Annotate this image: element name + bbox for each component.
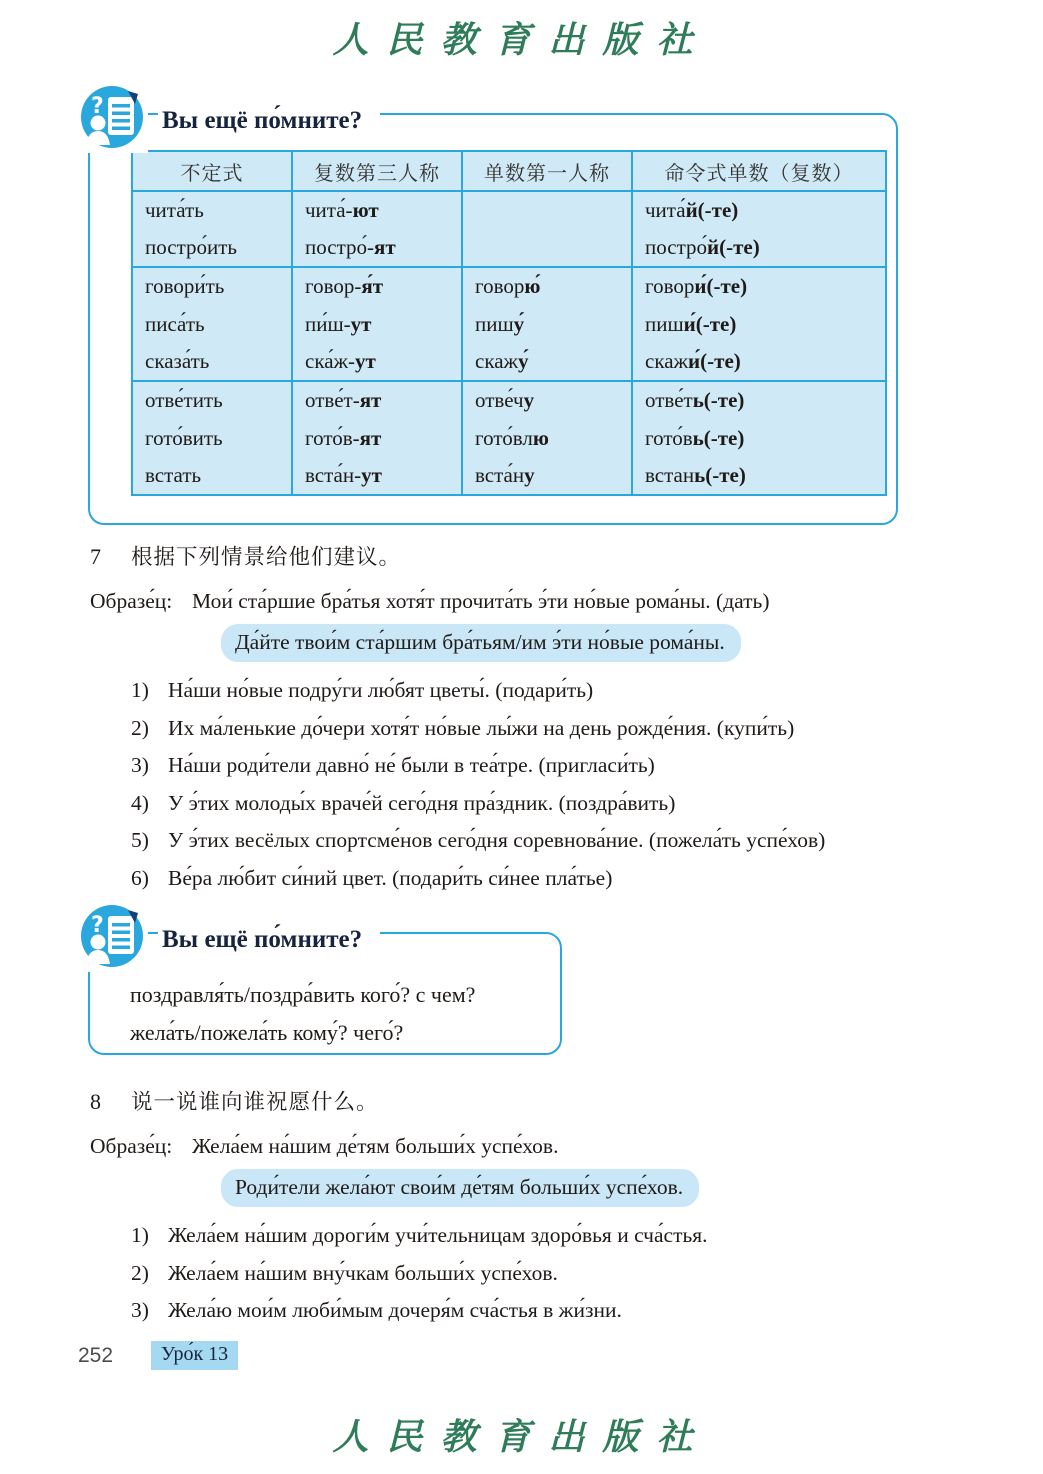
cell-infinitive: чита́ть	[132, 191, 292, 229]
exercise-instruction: 说一说谁向谁祝愿什么。	[131, 1090, 379, 1114]
cell-infinitive: встать	[132, 457, 292, 495]
col-header-singular1: 单数第一人称	[462, 151, 632, 191]
verb-group-3	[132, 381, 886, 495]
table-row	[132, 343, 886, 381]
exercise-8-items	[90, 1217, 970, 1330]
highlighted-answer: Да́йте твои́м ста́ршим бра́тьям/им э́ти но́вые рома́ны.	[221, 624, 741, 662]
exercise-7-items	[90, 672, 970, 897]
remember-box-2	[88, 913, 562, 1055]
grammar-pattern-line: жела́ть/пожела́ть кому́? чего́?	[130, 1020, 404, 1045]
cell-singular1	[462, 191, 632, 229]
exercise-number: 8	[90, 1089, 101, 1114]
col-header-imperative: 命令式单数（复数）	[632, 151, 886, 191]
cell-plural3: отве́т-ят	[292, 381, 462, 419]
exercise-7	[90, 542, 970, 897]
page-footer	[78, 1341, 238, 1370]
list-item: 2) Их ма́ленькие до́чери хотя́т но́вые лы́жи на день рожде́ния. (купи́ть)	[131, 715, 795, 740]
highlighted-answer: Роди́тели жела́ют свои́м де́тям больши́х успе́хов.	[221, 1169, 699, 1207]
cell-singular1	[462, 229, 632, 267]
table-row	[132, 457, 886, 495]
exercise-7-heading	[90, 542, 970, 572]
remember-box-1	[88, 94, 898, 525]
table-row	[132, 191, 886, 229]
remember-box-2-header	[76, 900, 380, 972]
cell-infinitive: сказа́ть	[132, 343, 292, 381]
remember-box-1-title: Вы ещё по́мните?	[158, 93, 380, 141]
example-answer-row	[221, 624, 970, 662]
exercise-instruction: 根据下列情景给他们建议。	[131, 545, 402, 569]
grammar-pattern-line: поздравля́ть/поздра́вить кого́? с чем?	[130, 982, 476, 1007]
cell-plural3: постро́-ят	[292, 229, 462, 267]
cell-infinitive: отве́тить	[132, 381, 292, 419]
cell-infinitive: говори́ть	[132, 267, 292, 305]
list-item: 5) У э́тих весёлых спортсме́нов сего́дня соревнова́ние. (пожела́ть успе́хов)	[131, 828, 826, 852]
col-header-plural3: 复数第三人称	[292, 151, 462, 191]
list-item: 6) Ве́ра лю́бит си́ний цвет. (подари́ть си́нее пла́тье)	[131, 865, 613, 890]
table-row	[132, 381, 886, 419]
cell-plural3: вста́н-ут	[292, 457, 462, 495]
cell-singular1: вста́ну	[462, 457, 632, 495]
example-row	[90, 586, 970, 616]
list-item: 1) На́ши но́вые подру́ги лю́бят цветы́. (подари́ть)	[131, 678, 594, 702]
list-item: 3) На́ши роди́тели давно́ не́ были в теа́тре. (пригласи́ть)	[131, 753, 655, 777]
exercise-8-heading	[90, 1087, 970, 1117]
example-label: Образе́ц:	[90, 1134, 173, 1158]
example-label: Образе́ц:	[90, 589, 173, 613]
question-person-document-icon	[76, 900, 148, 972]
list-item: 3) Жела́ю мои́м люби́мым дочеря́м сча́стья в жи́зни.	[131, 1298, 622, 1322]
grammar-patterns	[130, 976, 560, 1052]
verb-group-2	[132, 267, 886, 381]
table-row	[132, 267, 886, 305]
remember-box-1-header	[76, 81, 380, 153]
table-header-row	[132, 151, 886, 191]
page-number: 252	[78, 1343, 114, 1367]
publisher-logo-top: 人民教育出版社	[332, 19, 711, 61]
cell-imperative: постро́й(-те)	[632, 229, 886, 267]
cell-singular1: гото́влю	[462, 419, 632, 457]
table-row	[132, 419, 886, 457]
cell-singular1: скажу́	[462, 343, 632, 381]
exercise-8	[90, 1087, 970, 1330]
cell-imperative: говори́(-те)	[632, 267, 886, 305]
cell-infinitive: гото́вить	[132, 419, 292, 457]
cell-infinitive: писа́ть	[132, 305, 292, 343]
cell-plural3: чита́-ют	[292, 191, 462, 229]
cell-singular1: отве́чу	[462, 381, 632, 419]
example-sentence: Мои́ ста́ршие бра́тья хотя́т прочита́ть э́ти но́вые рома́ны. (дать)	[192, 589, 770, 613]
cell-imperative: чита́й(-те)	[632, 191, 886, 229]
verb-group-1	[132, 191, 886, 267]
remember-box-2-title: Вы ещё по́мните?	[158, 912, 380, 960]
cell-imperative: гото́вь(-те)	[632, 419, 886, 457]
svg-text:?: ?	[91, 913, 104, 938]
cell-plural3: гото́в-ят	[292, 419, 462, 457]
exercise-number: 7	[90, 544, 101, 569]
cell-singular1: говорю́	[462, 267, 632, 305]
conjugation-table	[131, 150, 887, 496]
example-sentence: Жела́ем на́шим де́тям больши́х успе́хов.	[192, 1134, 559, 1158]
table-row	[132, 305, 886, 343]
cell-plural3: пи́ш-ут	[292, 305, 462, 343]
cell-plural3: ска́ж-ут	[292, 343, 462, 381]
cell-singular1: пишу́	[462, 305, 632, 343]
list-item: 1) Жела́ем на́шим дороги́м учи́тельницам здоро́вья и сча́стья.	[131, 1223, 708, 1247]
table-row	[132, 229, 886, 267]
cell-imperative: скажи́(-те)	[632, 343, 886, 381]
cell-imperative: отве́ть(-те)	[632, 381, 886, 419]
cell-imperative: встань(-те)	[632, 457, 886, 495]
cell-plural3: говор-я́т	[292, 267, 462, 305]
question-person-document-icon	[76, 81, 148, 153]
lesson-badge: Уро́к 13	[151, 1341, 238, 1370]
svg-text:?: ?	[91, 94, 104, 119]
cell-infinitive: постро́ить	[132, 229, 292, 267]
list-item: 2) Жела́ем на́шим вну́чкам больши́х успе́хов.	[131, 1260, 558, 1285]
example-row	[90, 1131, 970, 1161]
list-item: 4) У э́тих молоды́х враче́й сего́дня пра́здник. (поздра́вить)	[131, 790, 676, 815]
cell-imperative: пиши́(-те)	[632, 305, 886, 343]
col-header-infinitive: 不定式	[132, 151, 292, 191]
example-answer-row	[221, 1169, 970, 1207]
publisher-logo-bottom: 人民教育出版社	[332, 1416, 711, 1458]
